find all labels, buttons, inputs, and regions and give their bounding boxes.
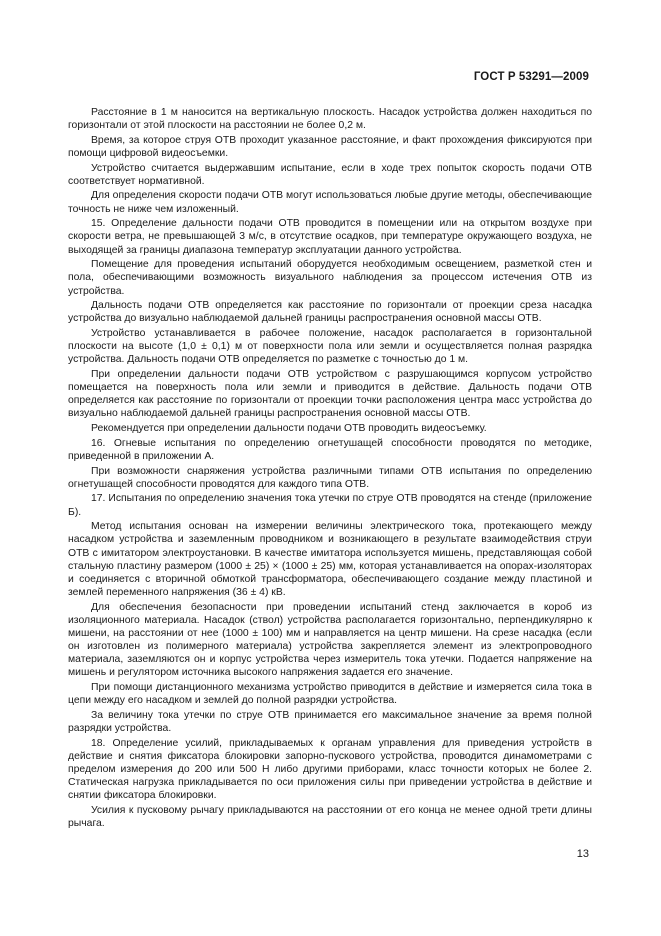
- paragraph: Помещение для проведения испытаний оборудуется необходимым освещением, разметкой стен и пола, обеспечивающими возможность визуального наблюдения за процессом истечения ОТВ из устройства.: [68, 259, 592, 297]
- paragraph: При помощи дистанционного механизма устройство приводится в действие и измеряется сила тока в цепи между его насадком и землей до полной разрядки устройства.: [68, 682, 592, 707]
- paragraph: За величину тока утечки по струе ОТВ принимается его максимальное значение за время полной разрядки устройства.: [68, 709, 592, 735]
- paragraph: Рекомендуется при определении дальности подачи ОТВ проводить видеосъемку.: [91, 423, 487, 435]
- paragraph: При возможности снаряжения устройства различными типами ОТВ испытания по определению огнетушащей способности проводятся для каждого типа ОТВ.: [68, 465, 592, 490]
- paragraph: Дальность подачи ОТВ определяется как расстояние по горизонтали от проекции среза насадка устройства до визуально наблюдаемой дальней границы распространения основной массы ОТВ.: [68, 300, 592, 325]
- paragraph: 18. Определение усилий, прикладываемых к органам управления для приведения устройств в действие и снятия фиксатора блокировки запорно-пускового устройства, проводится динамометрами с пределом измерения до 200 или 500 Н либо другими приборами, класс точности которых не более 2. Статическая нагрузка прикладывается по оси приложения силы при приведении устройства в действие и снятии фиксатора блокировки.: [68, 737, 592, 802]
- document-header: ГОСТ Р 53291—2009: [473, 71, 589, 83]
- paragraph: Усилия к пусковому рычагу прикладываются на расстоянии от его конца не менее одной трети длины рычага.: [68, 804, 592, 830]
- paragraph: Время, за которое струя ОТВ проходит указанное расстояние, и факт прохождения фиксируются при помощи цифровой видеосъемки.: [68, 134, 592, 159]
- paragraph: Для определения скорости подачи ОТВ могут использоваться любые другие методы, обеспечивающие точность не ниже чем изложенный.: [68, 190, 592, 215]
- paragraph: Устройство устанавливается в рабочее положение, насадок располагается в горизонтальной плоскости на высоте (1,0 ± 0,1) м от поверхности пола или земли и осуществляется полная разрядка устройства. Дальность подачи ОТВ определяется по разметке с точностью до 1 м.: [68, 328, 592, 366]
- page-number: 13: [576, 848, 589, 860]
- paragraph: При определении дальности подачи ОТВ устройством с разрушающимся корпусом устройство помещается на поверхность пола или земли и приводится в действие. Дальность подачи ОТВ определяется как расстояние по горизонтали от проекции точки расположения центра масс устройства до визуально наблюдаемой дальней границы распространения основной массы ОТВ.: [68, 368, 592, 420]
- paragraph: Для обеспечения безопасности при проведении испытаний стенд заключается в короб из изоляционного материала. Насадок (ствол) устройства располагается горизонтально, перпендикулярно к мишени, на расстоянии от нее (1000 ± 100) мм и направляется на центр мишени. На срезе насадка (если он изготовлен из полимерного материала) устройства закрепляется элемент из электропроводного материала, заземляются он и корпус устройства через измеритель тока утечки. Подается напряжение на мишень и регулятором источника высокого напряжения задается его значение.: [68, 601, 592, 679]
- paragraph: 15. Определение дальности подачи ОТВ проводится в помещении или на открытом воздухе при скорости ветра, не превышающей 3 м/с, в отсутствие осадков, при температуре окружающего воздуха, не выходящей за границы диапазона температур эксплуатации данного устройства.: [68, 218, 592, 256]
- page-body: [68, 106, 592, 832]
- paragraph: Устройство считается выдержавшим испытание, если в ходе трех попыток скорость подачи ОТВ соответствует нормативной.: [68, 162, 592, 187]
- paragraph: Метод испытания основан на измерении величины электрического тока, протекающего между насадком устройства и заземленным проводником и возникающего в результате взаимодействия струи ОТВ с имитатором электроустановки. В качестве имитатора используется мишень, представляющая собой стальную пластину размером (1000 ± 25) × (1000 ± 25) мм, которая устанавливается на опорах-изоляторах и соединяется с вторичной обмоткой трансформатора, обеспечивающего создание между пластиной и землей переменного напряжения (36 ± 4) кВ.: [68, 521, 592, 598]
- paragraph: 17. Испытания по определению значения тока утечки по струе ОТВ проводятся на стенде (приложение Б).: [68, 493, 592, 518]
- paragraph: Расстояние в 1 м наносится на вертикальную плоскость. Насадок устройства должен находиться по горизонтали от этой плоскости на расстоянии не более 0,2 м.: [68, 107, 592, 132]
- paragraph: 16. Огневые испытания по определению огнетушащей способности проводятся по методике, приведенной в приложении А.: [68, 437, 592, 462]
